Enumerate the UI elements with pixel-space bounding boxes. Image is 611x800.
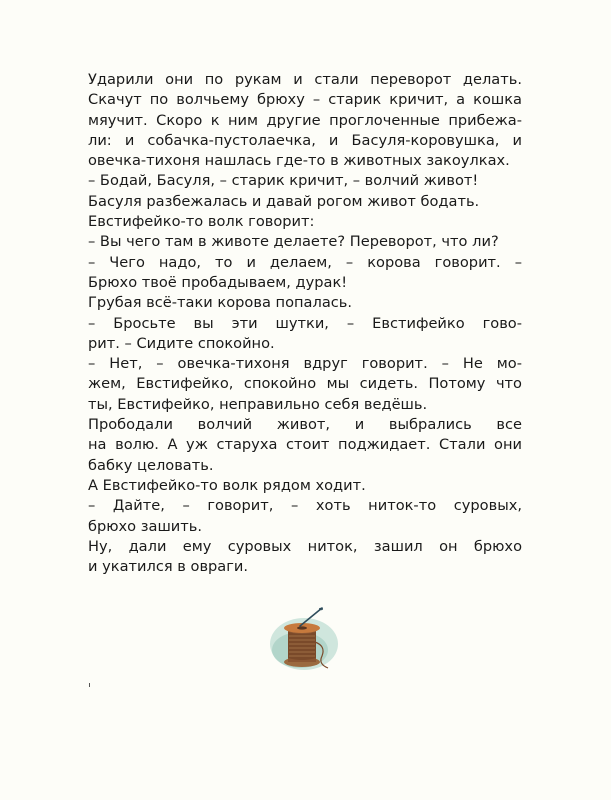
paragraph <box>88 171 522 191</box>
paragraph <box>88 293 522 313</box>
text-line: Грубая всё-таки корова попалась. <box>88 294 353 312</box>
text-line: мяучит. Скоро к ним другие проглоченные прибежа- <box>88 111 522 129</box>
text-line: Ну, дали ему суровых ниток, зашил он брюхо <box>88 537 522 555</box>
text-line: Басуля разбежалась и давай рогом живот бодать. <box>88 192 480 210</box>
paragraph <box>88 192 522 212</box>
text-line: овечка-тихоня нашлась где-то в животных закоулках. <box>88 152 510 170</box>
text-line: и укатился в овраги. <box>88 558 249 576</box>
paragraph <box>88 253 522 294</box>
print-mark <box>89 683 90 687</box>
paragraph <box>88 496 522 537</box>
text-line: Ударили они по рукам и стали переворот делать. <box>88 71 522 88</box>
text-line: ли: и собачка-пустолаечка, и Басуля-коровушка, и <box>88 131 522 149</box>
text-line: А Евстифейко-то волк рядом ходит. <box>88 476 366 494</box>
text-line: – Дайте, – говорит, – хоть ниток-то суровых, <box>88 497 522 515</box>
text-line: бабку целовать. <box>88 456 214 474</box>
text-line: рит. – Сидите спокойно. <box>88 334 275 352</box>
paragraph <box>88 415 522 476</box>
paragraph <box>88 476 522 496</box>
paragraph <box>88 232 522 252</box>
text-line: – Нет, – овечка-тихоня вдруг говорит. – Не мо- <box>88 355 522 373</box>
text-line: на волю. А уж старуха стоит поджидает. Стали они <box>88 436 522 454</box>
text-line: Прободали волчий живот, и выбрались все <box>88 416 522 434</box>
text-line: жем, Евстифейко, спокойно мы сидеть. Потому что <box>88 375 522 393</box>
paragraph <box>88 314 522 355</box>
text-line: – Вы чего там в животе делаете? Переворот, что ли? <box>88 233 499 251</box>
paragraph <box>88 537 522 578</box>
thread-spool-icon <box>264 602 346 676</box>
text-line: брюхо зашить. <box>88 517 203 535</box>
text-line: – Бросьте вы эти шутки, – Евстифейко гово- <box>88 314 522 332</box>
text-line: Евстифейко-то волк говорит: <box>88 213 315 231</box>
text-line: – Бодай, Басуля, – старик кричит, – волчий живот! <box>88 172 479 190</box>
paragraph <box>88 70 522 171</box>
paragraph <box>88 212 522 232</box>
text-line: Скачут по волчьему брюху – старик кричит, а кошка <box>88 91 522 109</box>
text-line: – Чего надо, то и делаем, – корова говорит. – <box>88 253 522 271</box>
paragraph <box>88 354 522 415</box>
text-line: ты, Евстифейко, неправильно себя ведёшь. <box>88 395 428 413</box>
story-text <box>88 70 522 577</box>
text-line: Брюхо твоё пробадываем, дурак! <box>88 273 348 291</box>
